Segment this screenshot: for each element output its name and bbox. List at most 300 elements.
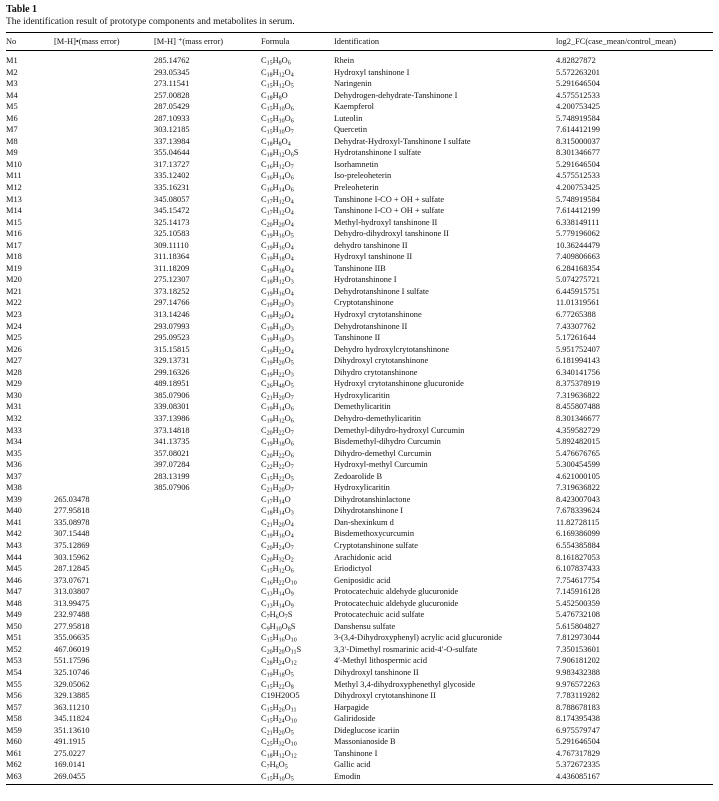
cell-identification: Geniposidic acid	[334, 575, 391, 585]
cell-formula: $C_{15}H_{24}O_{10}$	[261, 714, 297, 725]
table-row	[6, 655, 713, 667]
cell-no: M51	[6, 633, 22, 643]
cell-log2fc: 7.754617754	[556, 575, 600, 585]
cell-pos-mass: 285.14762	[154, 56, 190, 65]
cell-log2fc: 5.779196062	[556, 229, 600, 239]
cell-pos-mass: 345.15472	[154, 206, 190, 216]
header-pos-mass: [M-H] ⁺(mass error)	[154, 33, 261, 51]
cell-pos-mass	[154, 609, 261, 621]
cell-neg-mass: 355.06635	[54, 633, 90, 643]
cell-neg-mass: 329.13885	[54, 691, 90, 701]
cell-neg-mass	[54, 205, 154, 217]
cell-pos-mass	[154, 713, 261, 725]
cell-log2fc: 6.181994143	[556, 356, 600, 366]
cell-no: M47	[6, 587, 22, 597]
cell-formula: $C_{16}H_{22}O_{10}$	[261, 575, 297, 587]
cell-identification: Bisdemethyl-dihydro Curcumin	[334, 437, 441, 447]
cell-log2fc: 5.291646504	[556, 737, 600, 747]
cell-pos-mass: 317.13727	[154, 159, 190, 169]
cell-no: M22	[6, 298, 22, 308]
table-row	[6, 101, 713, 113]
cell-log2fc: 7.906181202	[556, 656, 600, 666]
cell-formula: $C_{19}H_{22}O_4$	[261, 344, 294, 356]
cell-identification: Gallic acid	[334, 760, 371, 770]
cell-neg-mass	[54, 482, 154, 494]
cell-no: M24	[6, 321, 22, 331]
cell-pos-mass: 303.12185	[154, 125, 190, 135]
cell-formula: C19H20O5	[261, 691, 300, 701]
cell-pos-mass	[154, 725, 261, 737]
cell-identification: Hydroxyl crytotanshinone	[334, 310, 422, 320]
cell-formula: $C_{19}H_{18}O_5$	[261, 667, 294, 679]
cell-neg-mass: 287.12845	[54, 564, 90, 574]
cell-no: M44	[6, 552, 22, 562]
cell-formula: $C_{15}H_{22}O_5$	[261, 471, 294, 483]
cell-no: M61	[6, 748, 22, 758]
cell-pos-mass	[154, 655, 261, 667]
cell-formula: $C_{26}H_{48}O_5$	[261, 379, 294, 390]
header-identification: Identification	[334, 33, 556, 51]
cell-pos-mass	[154, 540, 261, 552]
cell-no: M41	[6, 517, 22, 527]
cell-log2fc: 6.338149111	[556, 217, 600, 227]
cell-formula: $C_{19}H_{22}O_3$	[261, 367, 294, 379]
cell-pos-mass	[154, 679, 261, 691]
cell-pos-mass	[154, 748, 261, 760]
cell-identification: Dehydrotanshinone II	[334, 321, 408, 331]
cell-formula: $C_{19}H_{14}O_6$	[261, 402, 294, 413]
cell-pos-mass: 345.08057	[154, 194, 190, 204]
table-row	[6, 90, 713, 102]
cell-no: M4	[6, 90, 18, 100]
cell-no: M34	[6, 437, 22, 447]
cell-no: M25	[6, 333, 22, 343]
table-row	[6, 240, 713, 252]
cell-log2fc: 7.145916128	[556, 587, 600, 597]
cell-no: M54	[6, 667, 22, 677]
cell-identification: Dehydro hydroxylcrytotanshinone	[334, 344, 450, 354]
cell-neg-mass	[54, 67, 154, 79]
cell-no: M7	[6, 125, 18, 135]
cell-formula: $C_7H_6O_7S$	[261, 610, 293, 621]
table-row	[6, 344, 713, 356]
cell-identification: Dehydro-demethylicaritin	[334, 413, 421, 423]
cell-log2fc: 7.319636822	[556, 390, 600, 400]
cell-no: M14	[6, 206, 22, 216]
cell-no: M49	[6, 610, 22, 620]
cell-no: M17	[6, 240, 22, 250]
table-row	[6, 702, 713, 714]
cell-log2fc: 7.678339624	[556, 506, 600, 516]
cell-no: M27	[6, 356, 22, 366]
cell-no: M40	[6, 506, 22, 516]
cell-log2fc: 4.575512533	[556, 90, 600, 100]
cell-pos-mass: 283.13199	[154, 471, 190, 481]
cell-formula: $C_{16}H_{14}O_6$	[261, 183, 294, 194]
cell-no: M9	[6, 148, 18, 158]
cell-identification: Tanshinone I-CO + OH + sulfate	[334, 194, 445, 204]
cell-no: M15	[6, 217, 22, 227]
identification-table	[6, 33, 713, 784]
cell-identification: Isorhamnetin	[334, 159, 379, 169]
cell-no: M21	[6, 286, 22, 296]
cell-pos-mass	[154, 517, 261, 529]
table-row	[6, 124, 713, 136]
table-row	[6, 136, 713, 148]
cell-log2fc: 5.452500359	[556, 598, 600, 608]
cell-pos-mass	[154, 632, 261, 644]
cell-pos-mass	[154, 621, 261, 633]
table-row	[6, 725, 713, 737]
cell-identification: Demethylicaritin	[334, 402, 391, 412]
cell-log2fc: 7.319636822	[556, 483, 600, 493]
cell-formula: $C_{18}H_{12}O_{12}$	[261, 748, 297, 760]
cell-pos-mass: 299.16326	[154, 367, 190, 377]
cell-neg-mass	[54, 147, 154, 159]
cell-formula: $C_{19}H_{18}O_3$	[261, 333, 294, 344]
table-row	[6, 297, 713, 309]
cell-log2fc: 9.976572263	[556, 679, 600, 689]
cell-identification: Dihydroxyl tanshinone II	[334, 667, 419, 677]
table-row	[6, 713, 713, 725]
cell-identification: Dihydrotanshinlactone	[334, 494, 411, 504]
cell-formula: $C_{18}H_{12}O_3$	[261, 275, 294, 286]
table-row	[6, 367, 713, 379]
cell-pos-mass	[154, 736, 261, 748]
cell-identification: Rhein	[334, 56, 355, 65]
cell-neg-mass: 375.12869	[54, 540, 90, 550]
cell-no: M6	[6, 113, 18, 123]
cell-pos-mass	[154, 702, 261, 714]
cell-pos-mass: 325.14173	[154, 217, 190, 227]
cell-log2fc: 5.291646504	[556, 79, 600, 89]
cell-formula: $C_{17}H_{14}O$	[261, 494, 291, 506]
table-row	[6, 459, 713, 471]
cell-formula: $C_{15}H_{10}O_6$	[261, 113, 294, 125]
cell-formula: $C_{21}H_{20}O_5$	[261, 725, 294, 737]
cell-neg-mass	[54, 471, 154, 483]
cell-neg-mass	[54, 194, 154, 206]
cell-log2fc: 4.200753425	[556, 183, 600, 193]
table-row	[6, 170, 713, 182]
cell-identification: Arachidonic acid	[334, 552, 392, 562]
cell-pos-mass	[154, 667, 261, 679]
cell-identification: Tanshinone I-CO + OH + sulfate	[334, 206, 445, 216]
cell-neg-mass: 277.95818	[54, 621, 90, 631]
cell-neg-mass	[54, 413, 154, 425]
table-row	[6, 182, 713, 194]
cell-identification: 4′-Methyl lithospermic acid	[334, 656, 428, 666]
table-row	[6, 517, 713, 529]
cell-pos-mass	[154, 575, 261, 587]
cell-neg-mass	[54, 401, 154, 413]
table-row	[6, 321, 713, 333]
cell-formula: $C_{19}H_{20}O_4$	[261, 310, 294, 321]
table-row	[6, 482, 713, 494]
cell-log2fc: 6.975579747	[556, 725, 600, 735]
cell-neg-mass	[54, 263, 154, 275]
cell-log2fc: 7.43307762	[556, 321, 596, 331]
cell-formula: $C_{22}H_{22}O_7$	[261, 460, 294, 471]
cell-formula: $C_{19}H_{18}O_6$	[261, 437, 294, 448]
table-row	[6, 194, 713, 206]
cell-formula: $C_{15}H_{10}O_6$	[261, 102, 294, 113]
cell-no: M42	[6, 529, 22, 539]
cell-pos-mass: 287.05429	[154, 102, 190, 112]
cell-identification: Hydroxylicaritin	[334, 483, 390, 493]
cell-neg-mass: 275.0227	[54, 748, 86, 758]
cell-no: M39	[6, 494, 22, 504]
cell-neg-mass: 363.11210	[54, 702, 90, 712]
table-row	[6, 598, 713, 610]
table-row	[6, 540, 713, 552]
cell-log2fc: 5.951752407	[556, 344, 600, 354]
cell-neg-mass	[54, 367, 154, 379]
cell-pos-mass: 385.07906	[154, 390, 190, 400]
cell-pos-mass: 311.18209	[154, 263, 190, 273]
cell-pos-mass: 325.10583	[154, 229, 190, 239]
cell-formula: $C_{20}H_{24}O_7$	[261, 540, 294, 552]
cell-identification: Iso-preleoheterin	[334, 171, 392, 181]
cell-neg-mass	[54, 182, 154, 194]
table-row	[6, 159, 713, 171]
cell-formula: $C_{18}H_{12}O_4$	[261, 67, 294, 79]
cell-identification: Luteolin	[334, 113, 363, 123]
cell-log2fc: 5.372672335	[556, 760, 600, 770]
cell-pos-mass: 339.08301	[154, 402, 190, 412]
cell-identification: Hydroxyl crytotanshinone glucuronide	[334, 379, 464, 389]
cell-identification: Naringenin	[334, 79, 372, 89]
table-caption: The identification result of prototype components and metabolites in serum.	[6, 17, 295, 27]
cell-neg-mass	[54, 170, 154, 182]
cell-identification: Methyl 3,4-dihydroxyphenethyl glycoside	[334, 679, 476, 689]
cell-neg-mass: 313.03807	[54, 587, 90, 597]
cell-log2fc: 8.161827053	[556, 552, 600, 562]
table-row	[6, 436, 713, 448]
table-row	[6, 586, 713, 598]
cell-formula: $C_{28}H_{24}O_{12}$	[261, 656, 297, 667]
table-row	[6, 736, 713, 748]
cell-identification: Eriodictyol	[334, 564, 372, 574]
cell-neg-mass	[54, 321, 154, 333]
cell-pos-mass	[154, 598, 261, 610]
cell-no: M26	[6, 344, 22, 354]
table-row	[6, 505, 713, 517]
cell-pos-mass: 397.07284	[154, 460, 190, 470]
cell-identification: dehydro tanshinone II	[334, 240, 408, 250]
table-row	[6, 425, 713, 437]
cell-log2fc: 5.300454599	[556, 460, 600, 470]
cell-neg-mass	[54, 124, 154, 136]
table-row	[6, 575, 713, 587]
cell-formula: $C_{20}H_{22}O_7$	[261, 425, 294, 436]
cell-no: M1	[6, 56, 18, 65]
table-row	[6, 309, 713, 321]
cell-identification: Dehydrat-Hydroxyl-Tanshinone I sulfate	[334, 136, 471, 146]
cell-log2fc: 7.614412199	[556, 206, 600, 216]
cell-identification: Bisdemethoxycurcumin	[334, 529, 415, 539]
cell-neg-mass: 373.07671	[54, 575, 90, 585]
cell-no: M52	[6, 644, 22, 654]
cell-no: M62	[6, 760, 22, 770]
cell-identification: Dehydrotanshinone I sulfate	[334, 286, 429, 296]
table-row	[6, 401, 713, 413]
cell-log2fc: 6.554385884	[556, 540, 600, 550]
cell-formula: $C_{19}H_{18}O_4$	[261, 263, 294, 275]
table-row	[6, 355, 713, 367]
cell-identification: Hydrotanshinone I	[334, 275, 397, 285]
cell-no: M2	[6, 67, 18, 77]
cell-formula: $C_{19}H_{20}O_5$	[261, 356, 294, 367]
cell-no: M58	[6, 714, 22, 724]
cell-formula: $C_{19}H_{16}O_5$	[261, 229, 294, 240]
cell-no: M60	[6, 737, 22, 747]
cell-no: M23	[6, 310, 22, 320]
cell-log2fc: 8.315000037	[556, 136, 600, 146]
cell-neg-mass	[54, 51, 154, 67]
cell-formula: $C_{17}H_{12}O_4$	[261, 194, 294, 206]
cell-identification: Dideglucose icariin	[334, 725, 400, 735]
cell-identification: Dehydro-dihydroxyl tanshinone II	[334, 229, 449, 239]
cell-formula: $C_{19}H_{16}O_4$	[261, 240, 294, 252]
cell-no: M35	[6, 448, 22, 458]
cell-no: M53	[6, 656, 22, 666]
table-row	[6, 563, 713, 575]
cell-identification: Kaempferol	[334, 102, 374, 112]
cell-no: M3	[6, 79, 18, 89]
cell-log2fc: 6.107837433	[556, 564, 600, 574]
cell-no: M36	[6, 460, 22, 470]
cell-identification: Dihydroxyl crytotanshinone II	[334, 691, 436, 701]
cell-formula: $C_{13}H_{14}O_9$	[261, 598, 294, 610]
cell-neg-mass: 269.0455	[54, 771, 86, 781]
cell-neg-mass	[54, 436, 154, 448]
cell-log2fc: 8.301346677	[556, 413, 600, 423]
table-row	[6, 263, 713, 275]
cell-no: M56	[6, 691, 22, 701]
cell-no: M19	[6, 263, 22, 273]
table-row	[6, 332, 713, 344]
cell-identification: Hydroxylicaritin	[334, 390, 390, 400]
table-row	[6, 147, 713, 159]
header-no: No	[6, 33, 54, 51]
table-row	[6, 690, 713, 702]
cell-pos-mass: 257.00828	[154, 90, 190, 100]
cell-pos-mass	[154, 690, 261, 702]
cell-neg-mass	[54, 332, 154, 344]
cell-formula: $C_{21}H_{20}O_7$	[261, 483, 294, 494]
cell-formula: $C_{15}H_8O_6$	[261, 56, 291, 67]
cell-formula: $C_{15}H_{10}O_7$	[261, 125, 294, 136]
cell-no: M32	[6, 413, 22, 423]
cell-pos-mass: 337.13986	[154, 413, 190, 423]
cell-identification: Dehydrogen-dehydrate-Tanshinone I	[334, 90, 458, 100]
cell-identification: Cryptotanshinone sulfate	[334, 540, 418, 550]
cell-log2fc: 10.36244479	[556, 240, 600, 250]
cell-formula: $C_{15}H_{22}O_8$	[261, 679, 294, 691]
cell-no: M59	[6, 725, 22, 735]
cell-no: M63	[6, 771, 22, 781]
cell-no: M10	[6, 159, 22, 169]
cell-formula: $C_{15}H_{12}O_6$	[261, 564, 294, 575]
table-row	[6, 644, 713, 656]
cell-log2fc: 6.340141756	[556, 367, 600, 377]
cell-log2fc: 11.01319561	[556, 298, 600, 308]
cell-log2fc: 5.476732108	[556, 610, 600, 620]
cell-pos-mass	[154, 759, 261, 771]
cell-formula: $C_{20}H_{22}O_6$	[261, 448, 294, 460]
cell-log2fc: 4.359582729	[556, 425, 600, 435]
cell-identification: Emodin	[334, 771, 361, 781]
cell-identification: Dihydroxyl crytotanshinone	[334, 356, 429, 366]
cell-formula: $C_{19}H_{16}O_4$	[261, 286, 294, 298]
cell-pos-mass: 293.07993	[154, 321, 190, 331]
cell-neg-mass	[54, 251, 154, 263]
cell-formula: $C_{20}H_{20}O_4$	[261, 217, 294, 229]
cell-pos-mass: 313.14246	[154, 310, 190, 320]
cell-no: M8	[6, 136, 18, 146]
cell-identification: Dihydro-demethyl Curcumin	[334, 448, 432, 458]
header-row	[6, 33, 713, 51]
cell-pos-mass: 373.14818	[154, 425, 190, 435]
cell-no: M46	[6, 575, 22, 585]
cell-neg-mass: 232.97488	[54, 610, 90, 620]
cell-neg-mass	[54, 355, 154, 367]
cell-formula: $C_{16}H_{14}O_6$	[261, 171, 294, 182]
cell-formula: $C_{15}H_{10}O_5$	[261, 771, 294, 783]
cell-log2fc: 4.575512533	[556, 171, 600, 181]
cell-formula: $C_{15}H_{26}O_{11}$	[261, 702, 297, 714]
table-row	[6, 494, 713, 506]
cell-identification: Hydroxyl tanshinone II	[334, 252, 413, 262]
cell-log2fc: 6.77265388	[556, 310, 596, 320]
cell-neg-mass	[54, 448, 154, 460]
table-row	[6, 205, 713, 217]
cell-no: M57	[6, 702, 22, 712]
cell-log2fc: 7.812973044	[556, 633, 600, 643]
table-row	[6, 51, 713, 67]
bottom-rule	[6, 784, 713, 785]
cell-neg-mass: 307.15448	[54, 529, 90, 539]
cell-no: M12	[6, 183, 22, 193]
table-row	[6, 390, 713, 402]
table-row	[6, 621, 713, 633]
cell-formula: $C_{21}H_{20}O_7$	[261, 390, 294, 402]
cell-identification: Tanshinone II	[334, 333, 381, 343]
cell-pos-mass: 293.05345	[154, 67, 190, 77]
cell-neg-mass: 467.06019	[54, 644, 90, 654]
cell-formula: $C_7H_6O_5$	[261, 760, 288, 771]
cell-neg-mass	[54, 217, 154, 229]
cell-no: M29	[6, 379, 22, 389]
cell-pos-mass: 355.04644	[154, 148, 190, 158]
cell-neg-mass	[54, 78, 154, 90]
table-row	[6, 632, 713, 644]
cell-neg-mass	[54, 101, 154, 113]
table-row	[6, 78, 713, 90]
cell-pos-mass: 489.18951	[154, 379, 190, 389]
cell-neg-mass: 551.17596	[54, 656, 90, 666]
cell-neg-mass	[54, 425, 154, 437]
cell-no: M55	[6, 679, 22, 689]
table-row	[6, 552, 713, 564]
cell-identification: Hydroxyl-methyl Curcumin	[334, 460, 428, 470]
cell-no: M28	[6, 367, 22, 377]
cell-identification: Quercetin	[334, 125, 368, 135]
cell-neg-mass	[54, 378, 154, 390]
cell-no: M18	[6, 252, 22, 262]
table-row	[6, 679, 713, 691]
